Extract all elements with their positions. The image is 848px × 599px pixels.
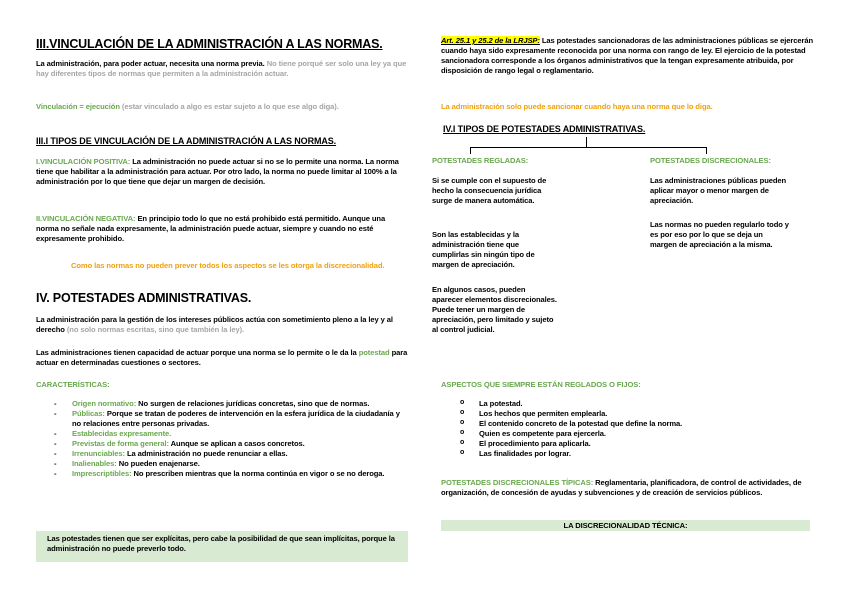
list-item: o El procedimiento para aplicarla. [441, 439, 814, 449]
sometimiento-gray: (no solo normas escritas, sino que también la ley). [66, 325, 245, 334]
sometimiento-text: La administración para la gestión de los intereses públicos actúa con sometimiento pleno a la ley y al derecho [36, 315, 393, 334]
tree-connector-horizontal [470, 147, 706, 148]
list-item [36, 459, 408, 469]
norma-previa-gray: No tiene porqué ser solo una ley ya que hay diferentes tipos de normas que permiten a la administración actuar. [36, 59, 407, 78]
item-label: Previstas de forma general: [72, 439, 169, 448]
vinculacion-gray: (estar vinculado a algo es estar sujeto a lo que ese algo diga). [121, 102, 339, 111]
section-title-iii-i: III.I TIPOS DE VINCULACIÓN DE LA ADMINISTRACIÓN A LAS NORMAS. [36, 136, 337, 146]
item-label: Inalienables: [72, 459, 117, 468]
item-text: No surgen de relaciones jurídicas concretas, sino que de normas. [138, 399, 370, 408]
list-item: o El contenido concreto de la potestad que define la norma. [441, 419, 814, 429]
tree-connector-right [706, 147, 707, 154]
discrecionales-title: POTESTADES DISCRECIONALES: [650, 156, 771, 165]
paragraph-positiva [36, 157, 408, 187]
list-item [36, 439, 408, 449]
positiva-text: La administración no puede actuar si no se lo permite una norma. La norma tiene que habilitar a la administración para actuar. Por otro lado, la norma no puede limitar al 100% a la administración por lo que tiene que dejar un margen de decisión. [36, 157, 399, 186]
green-box-text: Las potestades tienen que ser explícitas, pero cabe la posibilidad de que sean implícitas, porque la administración no puede preverlo todo. [47, 534, 395, 553]
item-text: Porque se tratan de poderes de intervención en la esfera jurídica de la ciudadanía y no relaciones entre personas privadas. [72, 409, 400, 428]
iv-i-title-text: IV.I TIPOS DE POTESTADES ADMINISTRATIVAS. [443, 124, 646, 134]
item-text: La administración no puede renunciar a ellas. [126, 449, 288, 458]
item-label: Irrenunciables: [72, 449, 125, 458]
list-item [36, 399, 408, 409]
paragraph-norma-previa [36, 59, 408, 79]
note-sancionar: La administración solo puede sancionar cuando haya una norma que lo diga. [441, 102, 713, 111]
item-label: Públicas: [72, 409, 105, 418]
list-item [36, 409, 408, 429]
paragraph-potestad [36, 348, 408, 368]
section-title-iv: IV. POTESTADES ADMINISTRATIVAS. [36, 291, 252, 305]
section-title-iv-i [441, 124, 814, 134]
aspectos-title: ASPECTOS QUE SIEMPRE ESTÁN REGLADOS O FIJOS: [441, 380, 641, 389]
negativa-text: En principio todo lo que no está prohibido está permitido. Aunque una norma no señale nada expresamente, la administración puede actuar, siempre y cuando no esté expresamente prohibido. [36, 214, 386, 243]
regladas-text-3: En algunos casos, pueden aparecer elementos discrecionales. Puede tener un margen de apreciación, pero limitado y sujeto al control judicial. [432, 285, 557, 334]
item-label: Imprescriptibles: [72, 469, 132, 478]
section-title-iii: III.VINCULACIÓN DE LA ADMINISTRACIÓN A LAS NORMAS. [36, 37, 383, 51]
negativa-label: II.VINCULACIÓN NEGATIVA: [36, 214, 136, 223]
article-text: Las potestades sancionadoras de las administraciones públicas se ejercerán cuando haya sido expresamente reconocida por una norma con rango de ley. El ejercicio de la potestad sancionadora corresponde a los órganos administrativos que la tengan expresamente atribuida, por disposición de rango legal o reglamentario. [441, 36, 813, 75]
list-item: o Las finalidades por lograr. [441, 449, 814, 459]
item-text: No prescriben mientras que la norma continúa en vigor o se no deroga. [133, 469, 385, 478]
paragraph-vinculacion [36, 102, 408, 112]
list-item: o La potestad. [441, 399, 814, 409]
list-item [36, 469, 408, 479]
tipicas-text: Reglamentaria, planificadora, de control de actividades, de organización, de concesión de ayudas y subvenciones y de creación de servicios públicos. [441, 478, 802, 497]
article-reference: Art. 25.1 y 25.2 de la LRJSP: [441, 36, 540, 45]
paragraph-sometimiento [36, 315, 408, 335]
list-item [36, 449, 408, 459]
caracteristicas-title: CARACTERÍSTICAS: [36, 380, 110, 389]
discrecionalidad-tecnica-bar [441, 520, 810, 531]
vinculacion-definition: Vinculación = ejecución [36, 102, 120, 111]
list-item: o Los hechos que permiten emplearla. [441, 409, 814, 419]
item-text: Aunque se aplican a casos concretos. [170, 439, 305, 448]
item-text: No pueden enajenarse. [118, 459, 200, 468]
discrecionalidad-tecnica-title: LA DISCRECIONALIDAD TÉCNICA: [563, 521, 688, 530]
potestad-text-1: Las administraciones tienen capacidad de actuar porque una norma se lo permite o le da la [36, 348, 357, 357]
regladas-title: POTESTADES REGLADAS: [432, 156, 529, 165]
discrecionales-text-1: Las administraciones públicas pueden aplicar mayor o menor margen de apreciación. [650, 176, 787, 205]
regladas-text-2: Son las establecidas y la administración tiene que cumplirlas sin ningún tipo de margen de apreciación. [432, 230, 535, 269]
tipicas-label: POTESTADES DISCRECIONALES TÍPICAS: [441, 478, 594, 487]
paragraph-negativa [36, 214, 408, 244]
aspectos-list [441, 399, 814, 459]
list-item [36, 429, 408, 439]
note-green-box [36, 531, 408, 562]
potestad-word: potestad [358, 348, 390, 357]
paragraph-art-25 [441, 36, 814, 76]
note-discrecionalidad: Como las normas no pueden prever todos los aspectos se les otorga la discrecionalidad. [71, 261, 385, 270]
list-item: o Quien es competente para ejercerla. [441, 429, 814, 439]
item-label: Establecidas expresamente. [72, 429, 172, 438]
discrecionales-text-2: Las normas no pueden regularlo todo y es por eso por lo que se deja un margen de apreciación a la misma. [650, 220, 789, 249]
potestad-text-2: para actuar en determinadas cuestiones o sectores. [36, 348, 408, 367]
norma-previa-text: La administración, para poder actuar, necesita una norma previa. [36, 59, 265, 68]
positiva-label: I.VINCULACIÓN POSITIVA: [36, 157, 131, 166]
caracteristicas-list [36, 399, 408, 479]
item-label: Origen normativo: [72, 399, 137, 408]
paragraph-tipicas [441, 478, 814, 498]
regladas-text-1: Si se cumple con el supuesto de hecho la consecuencia jurídica surge de manera automática. [432, 176, 547, 205]
tree-connector-left [470, 147, 471, 154]
